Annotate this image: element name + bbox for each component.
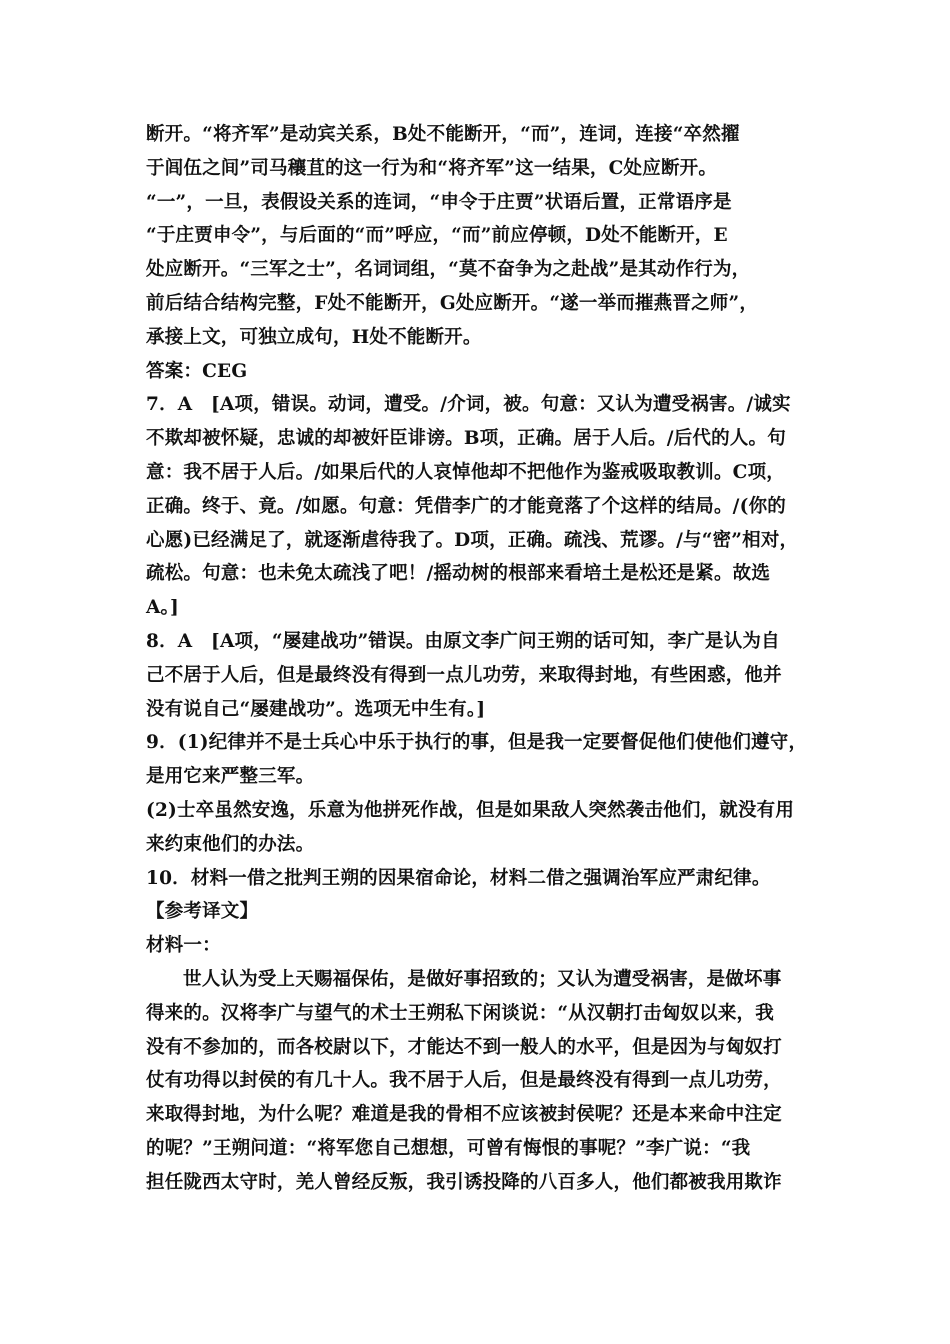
text-line: 没有不参加的，而各校尉以下，才能达不到一般人的水平，但是因为与匈奴打 [146, 1036, 782, 1058]
text-line: 【参考译文】 [146, 901, 259, 923]
text-line: 正确。终于、竟。/如愿。句意：凭借李广的才能竟落了个这样的结局。/(你的 [146, 495, 786, 517]
text-line: 的呢？”王朔问道：“将军您自己想想，可曾有悔恨的事呢？”李广说：“我 [146, 1137, 751, 1159]
text-line: 没有说自己“屡建战功”。选项无中生有。] [146, 698, 486, 720]
text-line: 得来的。汉将李广与望气的术士王朔私下闲谈说：“从汉朝打击匈奴以来，我 [146, 1002, 774, 1024]
text-line: 承接上文，可独立成句，H处不能断开。 [146, 326, 482, 348]
text-line: 不欺却被怀疑，忠诚的却被奸臣诽谤。B项，正确。居于人后。/后代的人。句 [146, 428, 786, 450]
text-line: 7．A [A项，错误。动词，遭受。/介词，被。句意：又认为遭受祸害。/诚实 [146, 394, 791, 416]
text-line: 担任陇西太守时，羌人曾经反叛，我引诱投降的八百多人，他们都被我用欺诈 [146, 1171, 782, 1193]
text-line: 来取得封地，为什么呢？难道是我的骨相不应该被封侯呢？还是本来命中注定 [146, 1104, 782, 1126]
text-line: 意：我不居于人后。/如果后代的人哀悼他却不把他作为鉴戒吸取教训。C项， [146, 461, 785, 483]
text-line: 己不居于人后，但是最终没有得到一点儿功劳，来取得封地，有些困惑，他并 [146, 664, 782, 686]
text-line: (2)士卒虽然安逸，乐意为他拼死作战，但是如果敌人突然袭击他们，就没有用 [146, 799, 795, 821]
text-line: 疏松。句意：也未免太疏浅了吧！/摇动树的根部来看培土是松还是紧。故选 [146, 563, 771, 585]
text-line: 材料一： [146, 935, 221, 957]
text-line: 9．(1)纪律并不是士兵心中乐于执行的事，但是我一定要督促他们使他们遵守， [146, 732, 808, 754]
text-line: “于庄贾申令”，与后面的“而”呼应，“而”前应停顿，D处不能断开，E [146, 225, 728, 247]
text-line: 来约束他们的办法。 [146, 833, 315, 855]
document-page [146, 118, 818, 1200]
text-line: 答案：CEG [146, 360, 248, 382]
text-line: 断开。“将齐军”是动宾关系，B处不能断开，“而”，连词，连接“卒然擢 [146, 124, 740, 145]
text-line: 于闾伍之间”司马穰苴的这一行为和“将齐军”这一结果，C处应断开。 [146, 157, 718, 179]
text-line: 处应断开。“三军之士”，名词词组，“莫不奋争为之赴战”是其动作行为， [146, 259, 751, 281]
text-line: 8．A [A项，“屡建战功”错误。由原文李广问王朔的话可知，李广是认为自 [146, 630, 780, 652]
text-line: “一”，一旦，表假设关系的连词，“申令于庄贾”状语后置，正常语序是 [146, 191, 732, 213]
text-line: 前后结合结构完整，F处不能断开，G处应断开。“遂一举而摧燕晋之师”， [146, 292, 759, 314]
text-line: 世人认为受上天赐福保佑，是做好事招致的；又认为遭受祸害，是做坏事 [183, 968, 782, 990]
text-line: A。] [146, 597, 179, 619]
text-line: 是用它来严整三军。 [146, 766, 315, 788]
text-line: 心愿)已经满足了，就逐渐虐待我了。D项，正确。疏浅、荒谬。/与“密”相对， [146, 529, 799, 551]
text-line: 仗有功得以封侯的有几十人。我不居于人后，但是最终没有得到一点儿功劳， [146, 1070, 782, 1092]
text-line: 10．材料一借之批判王朔的因果宿命论，材料二借之强调治军应严肃纪律。 [146, 867, 771, 889]
